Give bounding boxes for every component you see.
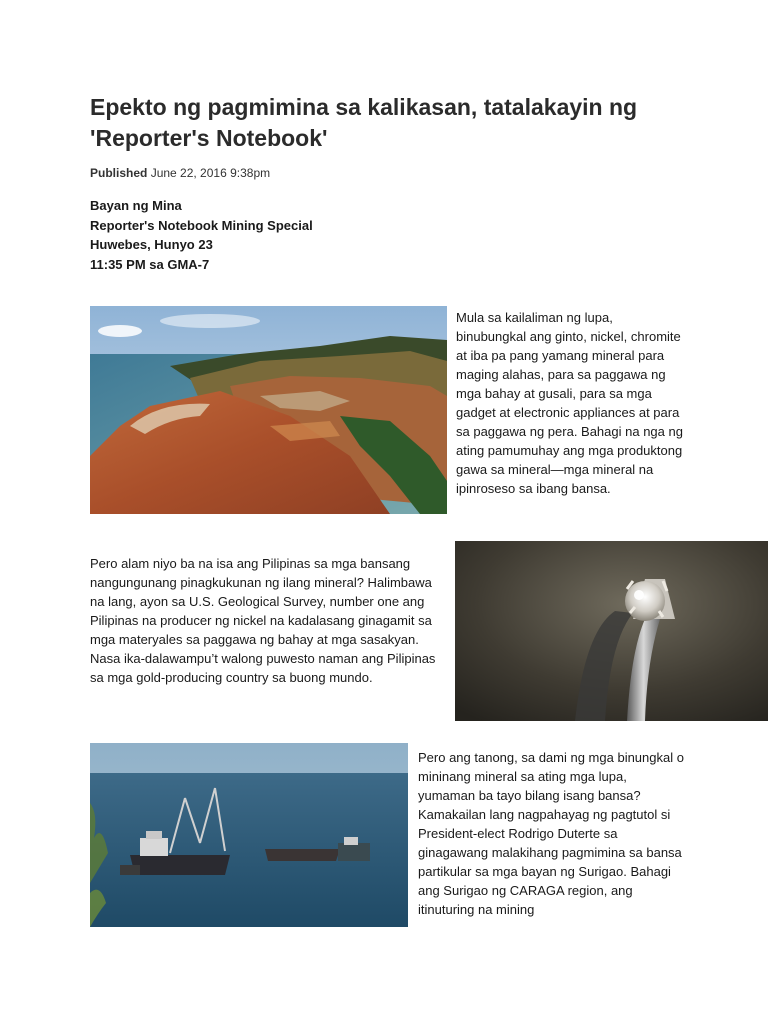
aerial-mining-site-image (90, 306, 447, 514)
published-date: June 22, 2016 9:38pm (150, 166, 271, 180)
paragraph-3: Pero ang tanong, sa dami ng mga binungkal o mininang mineral sa ating mga lupa, yumaman ba tayo bilang isang bansa? Kamakailan lang nagpahayag ng pagtutol si President-elect Rodrigo Duterte sa ginagawang malakihang pagmimina sa bansa partikular sa mga bayan ng Surigao. Bahagi ang Surigao ng CARAGA region, ang itinuturing na mining (418, 750, 684, 917)
program-time: 11:35 PM sa GMA-7 (90, 256, 210, 272)
article-title: Epekto ng pagmimina sa kalikasan, tatalakayin ng 'Reporter's Notebook' (90, 94, 638, 151)
paragraph-1: Mula sa kailaliman ng lupa, binubungkal ang ginto, nickel, chromite at iba pa pang yamang mineral para maging alahas, para sa paggawa ng mga bahay at gusali, para sa mga gadget at electronic appliances at para sa paggawa ng pera. Bahagi na nga ng ating pamumuhay ang mga produktong gawa sa mineral—mga mineral na ipinroseso sa ibang bansa. (456, 310, 683, 496)
program-info (90, 196, 313, 274)
published-line (90, 166, 270, 180)
diamond-ring-image (455, 541, 768, 721)
cargo-ships-image (90, 743, 408, 927)
program-date: Huwebes, Hunyo 23 (90, 237, 213, 252)
published-label: Published (90, 166, 148, 180)
program-subtitle: Reporter's Notebook Mining Special (90, 217, 313, 233)
paragraph-2: Pero alam niyo ba na isa ang Pilipinas sa mga bansang nangungunang pinagkukunan ng ilang mineral? Halimbawa na lang, ayon sa U.S. Geological Survey, number one ang Pilipinas na producer ng nickel na kadalasang ginagamit sa mga materyales sa paggawa ng bahay at mga sasakyan. Nasa ika-dalawampu’t walong puwesto naman ang Pilipinas sa mga gold-producing country sa buong mundo. (90, 556, 436, 685)
program-title: Bayan ng Mina (90, 198, 182, 213)
